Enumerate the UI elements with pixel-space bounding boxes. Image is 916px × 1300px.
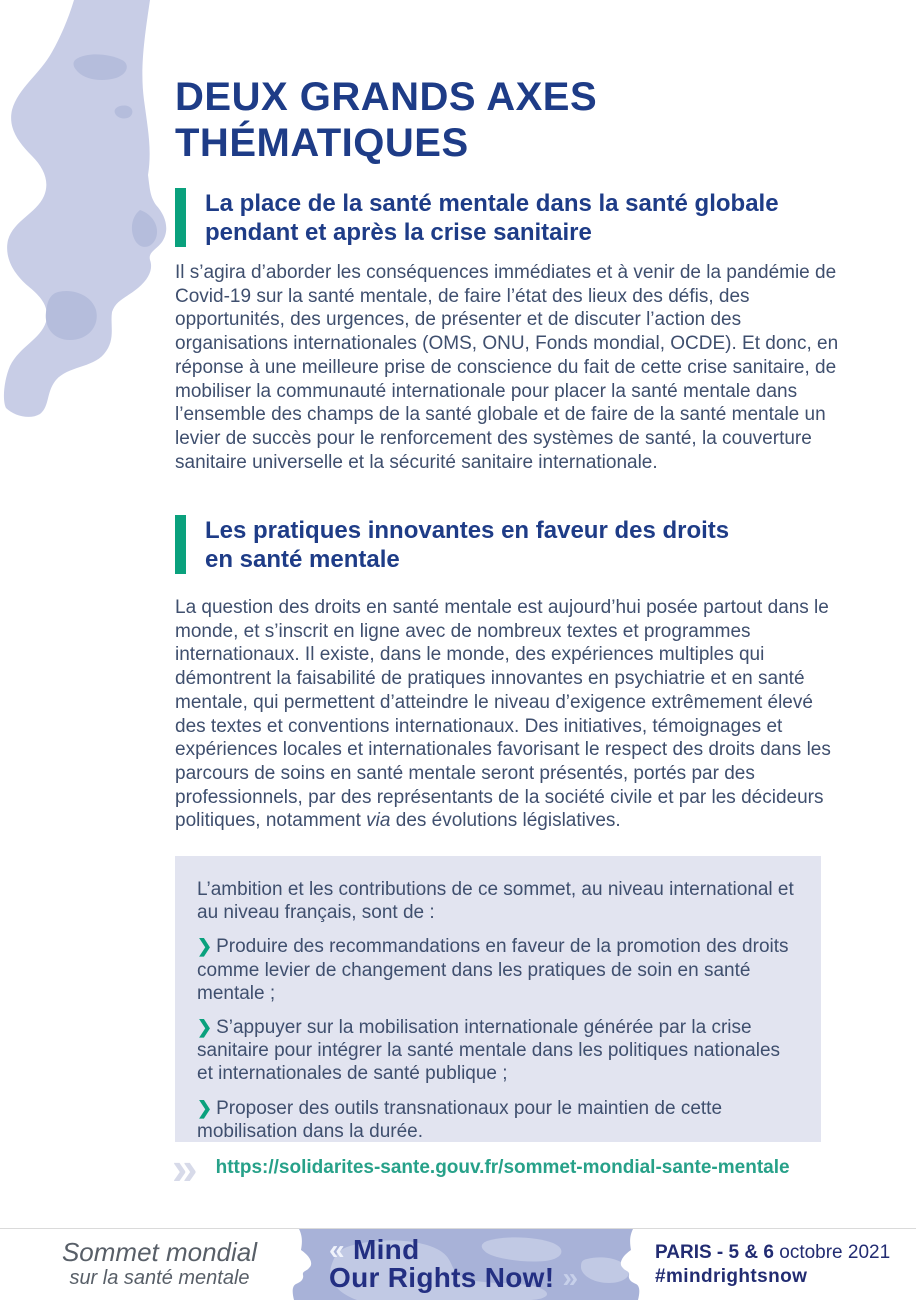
footer-event-info <box>655 1241 890 1289</box>
section-accent-bar <box>175 515 186 574</box>
body-text: La question des droits en santé mentale est aujourd’hui posée partout dans le monde, et s’inscrit en ligne avec de nombreux textes et programmes internationaux. Il existe, dans le monde, des expériences multiples qui démontrent la faisabilité de pratiques innovantes en psychiatrie et en santé mentale, qui permettent d’atteindre le niveau d’exigence extrêmement élevé des textes et conventions internationaux. Des initiatives, témoignages et expériences locales et internationales favorisant le respect des droits dans les parcours de soins en santé mentale seront présentés, portés par des professionnels, par des représentants de la société civile et par les décideurs politiques, notamment <box>175 597 831 832</box>
heading-line: pendant et après la crise sanitaire <box>205 219 592 246</box>
footer-brand <box>52 1238 267 1290</box>
body-text: des évolutions législatives. <box>390 810 621 832</box>
section-accent-bar <box>175 188 186 247</box>
event-month-year: octobre 2021 <box>779 1242 891 1263</box>
event-date-line <box>655 1241 890 1265</box>
slogan-line2: Our Rights Now! <box>329 1262 555 1293</box>
summit-website-link[interactable]: https://solidarites-sante.gouv.fr/sommet-mondial-sante-mentale <box>215 1157 790 1178</box>
section-body-pratiques-innovantes <box>175 596 839 833</box>
chevron-bullet-icon: ❯ <box>197 1097 213 1118</box>
footer-brand-line2: sur la santé mentale <box>69 1267 250 1289</box>
heading-line: Les pratiques innovantes en faveur des droits <box>205 517 730 544</box>
chevron-bullet-icon: ❯ <box>197 936 213 957</box>
summit-link-row <box>172 1142 790 1194</box>
slogan-line1: Mind <box>352 1234 420 1265</box>
section-heading-pratiques-innovantes <box>175 515 729 574</box>
map-face-decoration <box>0 0 180 420</box>
close-guillemet: » <box>562 1262 579 1293</box>
ambitions-highlight-box <box>175 856 821 1142</box>
footer-slogan-band <box>287 1229 645 1300</box>
bullet-text: S’appuyer sur la mobilisation internationale générée par la crise sanitaire pour intégrer la santé mentale dans les politiques nationales et internationales de santé publique ; <box>197 1017 781 1085</box>
bullet-text: Proposer des outils transnationaux pour le maintien de cette mobilisation dans la durée. <box>197 1097 723 1142</box>
bullet-text: Produire des recommandations en faveur de la promotion des droits comme levier de changement dans les pratiques de soin en santé mentale ; <box>197 936 789 1004</box>
body-text-italic: via <box>366 810 391 832</box>
section-heading-text <box>205 515 729 574</box>
list-item <box>197 1097 797 1143</box>
list-item <box>197 935 797 1005</box>
heading-line: La place de la santé mentale dans la santé globale <box>205 190 779 217</box>
page-title-line1: DEUX GRANDS AXES <box>175 75 598 119</box>
footer-brand-line1: Sommet mondial <box>61 1237 258 1267</box>
open-guillemet: « <box>329 1234 345 1265</box>
section-heading-sante-globale <box>175 188 779 247</box>
heading-line: en santé mentale <box>205 546 400 573</box>
section-body-sante-globale: Il s’agira d’aborder les conséquences immédiates et à venir de la pandémie de Covid-19 sur la santé mentale, de faire l’état des lieux des défis, des opportunités, des urgences, de présenter et de discuter l’action des organisations internationales (OMS, ONU, Fonds mondial, OCDE). Et donc, en réponse à une meilleure prise de conscience du fait de cette crise sanitaire, de mobiliser la communauté internationale pour placer la santé mentale dans l’ensemble des champs de la santé globale et de faire de la santé mentale un levier de succès pour le renforcement des systèmes de santé, la couverture sanitaire universelle et la sécurité sanitaire internationale. <box>175 262 839 473</box>
event-hashtag: #mindrightsnow <box>655 1266 808 1287</box>
summit-slogan <box>329 1236 578 1292</box>
chevron-bullet-icon: ❯ <box>197 1017 213 1038</box>
event-city-date: PARIS - 5 & 6 <box>655 1242 774 1263</box>
page-title <box>175 74 855 166</box>
highlight-box-intro: L’ambition et les contributions de ce sommet, au niveau international et au niveau français, sont de : <box>197 879 794 924</box>
list-item <box>197 1016 797 1086</box>
double-chevron-icon: » <box>172 1142 198 1194</box>
section-heading-text <box>205 188 779 247</box>
page-title-line2: THÉMATIQUES <box>175 121 469 165</box>
